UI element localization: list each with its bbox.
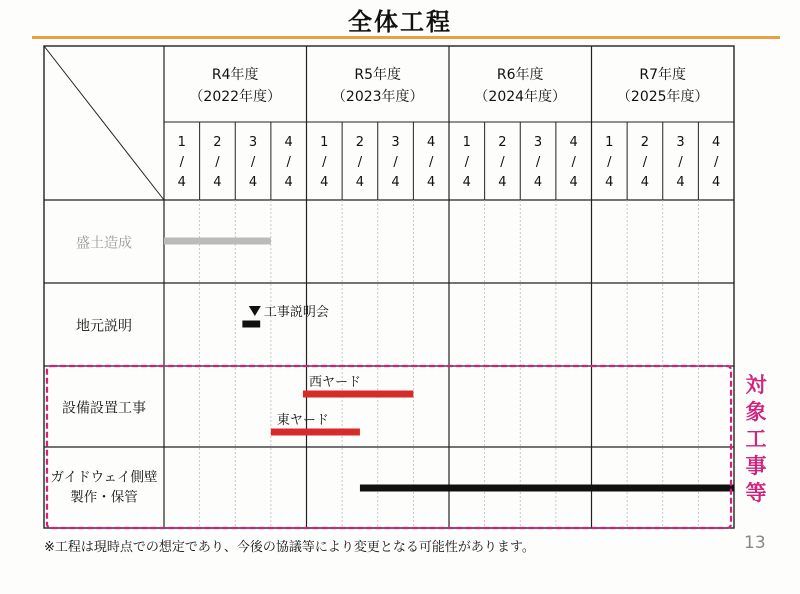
quarter-slash: / — [464, 155, 470, 170]
bar-label: 西ヤード — [308, 375, 361, 390]
year-label: R7年度 — [639, 67, 687, 83]
corner-diagonal — [44, 46, 164, 200]
year-label: R5年度 — [354, 67, 402, 83]
quarter-label: 4 — [605, 175, 614, 190]
target-label-char: 対 — [745, 373, 767, 397]
page-title: 全体工程 — [348, 8, 452, 36]
quarter-slash: / — [393, 155, 398, 170]
table-frame — [44, 46, 734, 528]
quarter-label: 4 — [213, 175, 222, 190]
quarter-label: 4 — [284, 175, 293, 190]
quarter-label: 4 — [712, 175, 721, 190]
quarter-label: 2 — [213, 135, 222, 150]
quarter-label: 4 — [427, 175, 436, 190]
quarter-slash: / — [500, 155, 505, 170]
quarter-label: 4 — [427, 135, 436, 150]
quarter-label: 1 — [177, 135, 186, 150]
year-sublabel: （2022年度） — [189, 89, 282, 105]
page-number: 13 — [744, 533, 766, 553]
quarter-label: 3 — [391, 135, 400, 150]
row-label: 地元説明 — [76, 318, 132, 335]
quarter-label: 4 — [676, 175, 685, 190]
quarter-label: 1 — [320, 135, 329, 150]
quarter-label: 1 — [605, 135, 614, 150]
quarter-slash: / — [428, 155, 434, 170]
row-label: 設備設置工事 — [62, 400, 146, 417]
quarter-slash: / — [713, 155, 719, 170]
target-label-char: 工 — [745, 427, 767, 451]
quarter-slash: / — [678, 155, 683, 170]
quarter-label: 4 — [284, 135, 293, 150]
schedule-bar — [242, 321, 260, 328]
target-label-char: 象 — [745, 400, 767, 424]
bar-label: 東ヤード — [276, 413, 329, 428]
quarter-label: 2 — [640, 135, 650, 150]
schedule-bar — [360, 485, 734, 492]
quarter-label: 2 — [498, 135, 507, 150]
year-label: R6年度 — [496, 67, 544, 83]
quarter-slash: / — [179, 155, 185, 170]
target-works-label — [738, 372, 774, 507]
quarter-label: 4 — [569, 175, 578, 190]
quarter-label: 4 — [712, 135, 721, 150]
row-label: 盛土造成 — [76, 235, 132, 252]
target-label-char: 事 — [745, 454, 767, 478]
milestone-triangle — [249, 306, 261, 316]
quarter-label: 4 — [177, 175, 186, 190]
schedule-bar — [271, 429, 360, 436]
quarter-label: 3 — [533, 135, 543, 150]
year-sublabel: （2024年度） — [474, 89, 567, 105]
quarter-slash: / — [286, 155, 291, 170]
quarter-slash: / — [322, 155, 327, 170]
quarter-slash: / — [250, 155, 256, 170]
quarter-label: 4 — [533, 175, 543, 190]
milestone-label: 工事説明会 — [263, 305, 329, 320]
footnote: ※工程は現時点での想定であり、今後の協議等により変更となる可能性があります。 — [44, 540, 535, 555]
quarter-label: 1 — [462, 135, 471, 150]
quarter-label: 3 — [676, 135, 685, 150]
year-sublabel: （2025年度） — [616, 89, 709, 105]
year-sublabel: （2023年度） — [331, 89, 424, 105]
quarter-slash: / — [357, 155, 363, 170]
quarter-label: 4 — [569, 135, 578, 150]
quarter-slash: / — [571, 155, 576, 170]
row-label: ガイドウェイ側壁 — [50, 469, 158, 486]
quarter-label: 4 — [391, 175, 400, 190]
quarter-label: 3 — [248, 135, 258, 150]
row-label: 製作・保管 — [70, 489, 138, 506]
schedule-bar — [303, 391, 413, 398]
quarter-slash: / — [535, 155, 541, 170]
quarter-label: 4 — [355, 175, 365, 190]
quarter-slash: / — [642, 155, 648, 170]
quarter-label: 4 — [248, 175, 258, 190]
quarter-slash: / — [607, 155, 612, 170]
quarter-label: 4 — [320, 175, 329, 190]
quarter-label: 4 — [462, 175, 471, 190]
quarter-label: 4 — [498, 175, 507, 190]
year-label: R4年度 — [211, 67, 259, 83]
quarter-label: 4 — [640, 175, 650, 190]
quarter-label: 2 — [355, 135, 365, 150]
target-label-char: 等 — [745, 481, 767, 505]
schedule-bar — [164, 238, 271, 245]
quarter-slash: / — [215, 155, 220, 170]
